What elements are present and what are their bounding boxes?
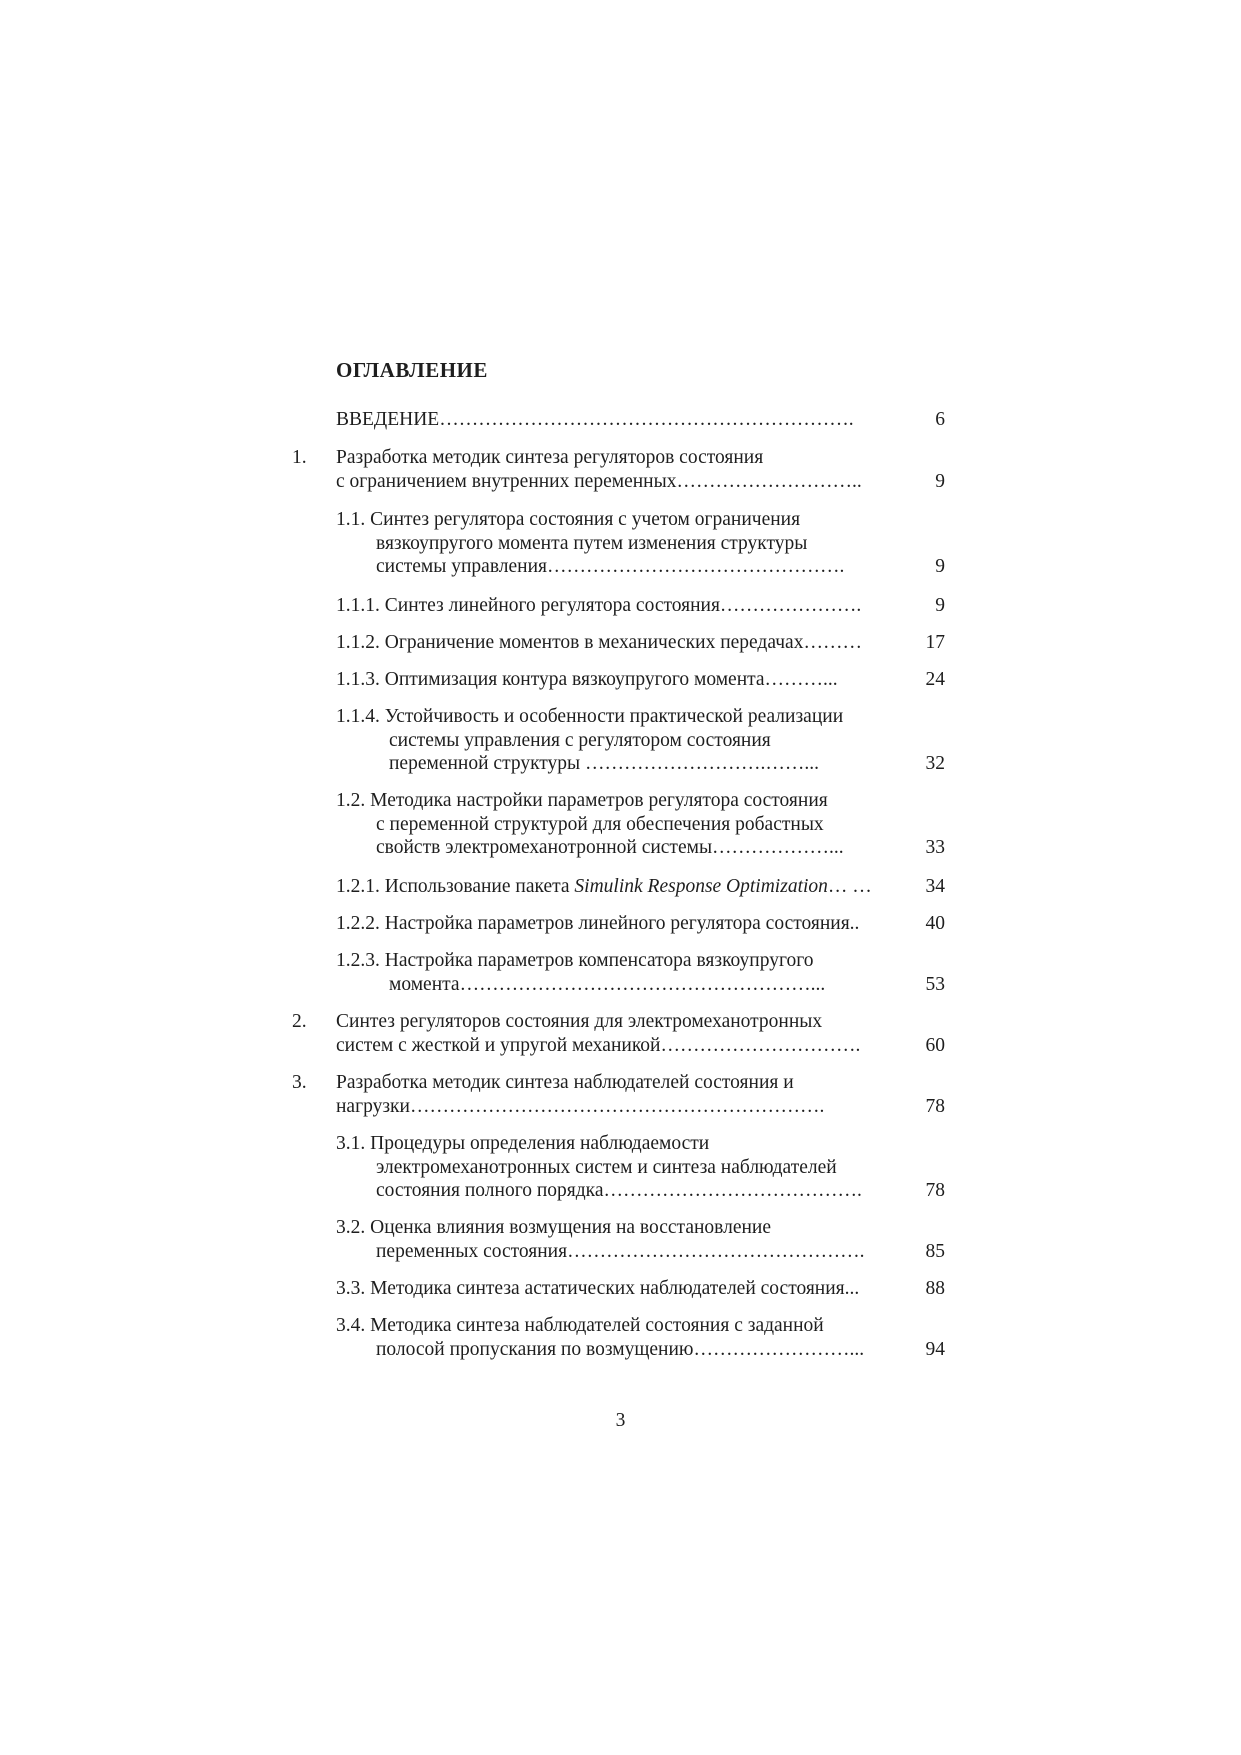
toc-entry-title-line: Разработка методик синтеза наблюдателей состояния и [336,1072,794,1093]
toc-entry-title-line: полосой пропускания по возмущению……………………... [376,1338,865,1360]
toc-entry-title-prefix: 1.2.1. Использование пакета [336,876,575,897]
toc-entry-title-line: 1.2. Методика настройки параметров регулятора состояния [336,790,828,811]
toc-chapter-number: 1. [292,447,307,468]
toc-entry-title-line: с ограничением внутренних переменных……………………….. [336,470,862,492]
toc-entry-title-line: системы управления………………………………………. [376,556,845,577]
toc-entry-title: 3.3. Методика синтеза астатических наблюдателей состояния... [336,1278,860,1299]
toc-page-number: 24 [925,669,945,690]
toc-page-number: 32 [925,753,945,774]
toc-entry-title [336,875,896,899]
toc-entry-title-line: переменных состояния………………………………………. [376,1240,865,1262]
toc-entry-title: 1.1.2. Ограничение моментов в механических передачах……… [336,632,862,653]
toc-entry-title: ВВЕДЕНИЕ………………………………………………………. [336,409,854,430]
toc-entry-title-product: Simulink Response Optimization [574,876,828,897]
toc-entry-title-line: переменной структуры ……………………….……... [389,753,820,774]
toc-page-number: 40 [925,913,945,934]
toc-entry-title-line: 3.2. Оценка влияния возмущения на восстановление [336,1217,772,1238]
toc-page-number: 78 [925,1095,945,1117]
toc-entry-title-line: момента………………………………………………... [389,973,826,995]
toc-page-number: 53 [925,973,945,995]
toc-page-number: 6 [935,409,945,430]
toc-chapter-number: 2. [292,1011,307,1032]
toc-entry-title-leader: … … [827,876,872,897]
toc-entry-title-line: системы управления с регулятором состояния [389,729,771,751]
toc-page-number: 9 [935,556,945,577]
toc-heading: ОГЛАВЛЕНИЕ [336,358,488,382]
toc-entry-title-line: электромеханотронных систем и синтеза наблюдателей [376,1156,837,1178]
toc-entry-title-line: 1.1.4. Устойчивость и особенности практической реализации [336,706,844,727]
toc-page-number: 94 [925,1338,945,1360]
toc-entry-title: 1.1.1. Синтез линейного регулятора состояния…………………. [336,595,862,616]
toc-page-number: 34 [925,876,945,897]
toc-entry-title-line: 3.4. Методика синтеза наблюдателей состояния с заданной [336,1315,824,1336]
toc-entry-title-line: 1.2.3. Настройка параметров компенсатора вязкоупругого [336,950,814,971]
toc-entry-title-line: свойств электромеханотронной системы………………... [376,837,844,858]
toc-entry-title: 1.1.3. Оптимизация контура вязкоупругого момента………... [336,669,838,690]
toc-page-number: 17 [925,632,945,653]
toc-chapter-number: 3. [292,1072,307,1093]
toc-entry-title: 1.2.2. Настройка параметров линейного регулятора состояния.. [336,913,860,934]
toc-page-number: 60 [925,1034,945,1056]
toc-entry-title-line: 3.1. Процедуры определения наблюдаемости [336,1133,710,1154]
toc-entry-title-line: систем с жесткой и упругой механикой…………………………. [336,1034,861,1056]
toc-page-number: 78 [925,1180,945,1201]
toc-entry-title-line: нагрузки………………………………………………………. [336,1095,825,1117]
toc-entry-title-line: Синтез регуляторов состояния для электромеханотронных [336,1011,823,1032]
toc-entry-title-line: Разработка методик синтеза регуляторов состояния [336,447,764,468]
page-number-footer: 3 [615,1410,626,1431]
toc-page-number: 33 [925,837,945,858]
toc-page-number: 85 [925,1240,945,1262]
toc-entry-title-line: состояния полного порядка…………………………………. [376,1180,862,1201]
toc-entry-title-line: вязкоупругого момента путем изменения структуры [376,532,808,554]
toc-page-number: 9 [935,470,945,492]
toc-entry-title-line: 1.1. Синтез регулятора состояния с учетом ограничения [336,509,801,530]
toc-entry-title-line: с переменной структурой для обеспечения робастных [376,813,824,835]
toc-page-number: 9 [935,595,945,616]
toc-page-number: 88 [925,1278,945,1299]
